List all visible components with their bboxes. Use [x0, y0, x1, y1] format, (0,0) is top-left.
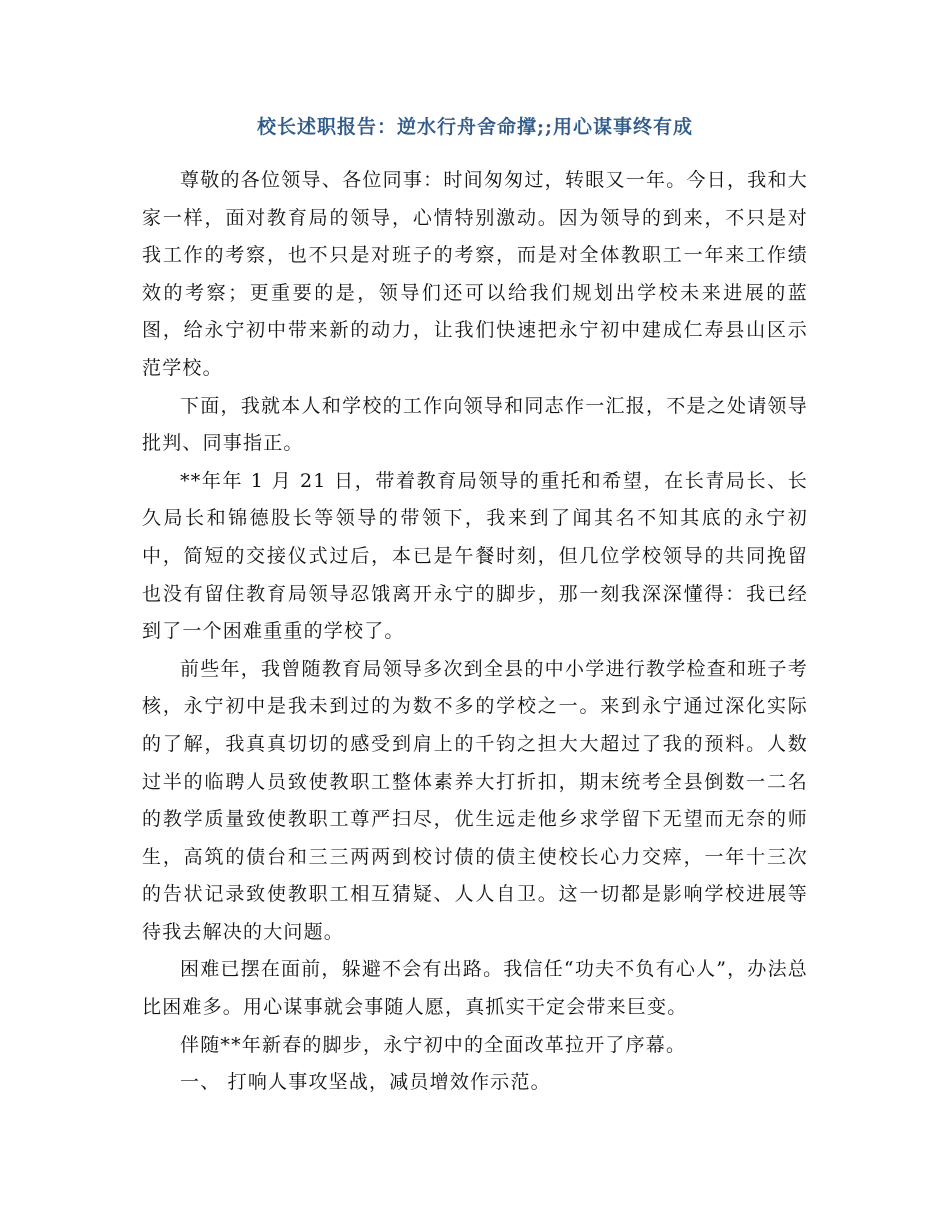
document-body [142, 162, 808, 1102]
paragraph-reform-start: 伴随**年新春的脚步，永宁初中的全面改革拉开了序幕。 [180, 1033, 687, 1056]
paragraph-greeting: 尊敬的各位领导、各位同事：时间匆匆过，转眼又一年。今日，我和大家一样，面对教育局的领导，心情特别激动。因为领导的到来，不只是对我工作的考察，也不只是对班子的考察，而是对全体教职工一年来工作绩效的考察；更重要的是，领导们还可以给我们规划出学校未来进展的蓝图，给永宁初中带来新的动力，让我们快速把永宁初中建成仁寿县山区示范学校。 [142, 169, 808, 379]
document-title: 校长述职报告：逆水行舟舍命撑;;用心谋事终有成 [256, 116, 694, 138]
paragraph-resolve: 困难已摆在面前，躲避不会有出路。我信任“功夫不负有心人”，办法总比困难多。用心谋事就会事随人愿，真抓实干定会带来巨变。 [142, 958, 808, 1019]
section-heading-1: 一、 打响人事攻坚战，减员增效作示范。 [180, 1071, 551, 1094]
paragraph-intro: 下面，我就本人和学校的工作向领导和同志作一汇报，不是之处请领导批判、同事指正。 [142, 394, 808, 455]
paragraph-problems: 前些年，我曾随教育局领导多次到全县的中小学进行教学检查和班子考核，永宁初中是我未到过的为数不多的学校之一。来到永宁通过深化实际的了解，我真真切切的感受到肩上的千钧之担大大超过了我的预料。人数过半的临聘人员致使教职工整体素养大打折扣，期末统考全县倒数一二名的教学质量致使教职工尊严扫尽，优生远走他乡求学留下无望而无奈的师生，高筑的债台和三三两两到校讨债的债主使校长心力交瘁，一年十三次的告状记录致使教职工相互猜疑、人人自卫。这一切都是影响学校进展等待我去解决的大问题。 [142, 657, 808, 943]
paragraph-arrival: **年年 1 月 21 日，带着教育局领导的重托和希望，在长青局长、长久局长和锦德股长等领导的带领下，我来到了闻其名不知其底的永宁初中，简短的交接仪式过后，本已是午餐时刻，但几位学校领导的共同挽留也没有留住教育局领导忍饿离开永宁的脚步，那一刻我深深懂得：我已经到了一个困难重重的学校了。 [142, 469, 808, 643]
